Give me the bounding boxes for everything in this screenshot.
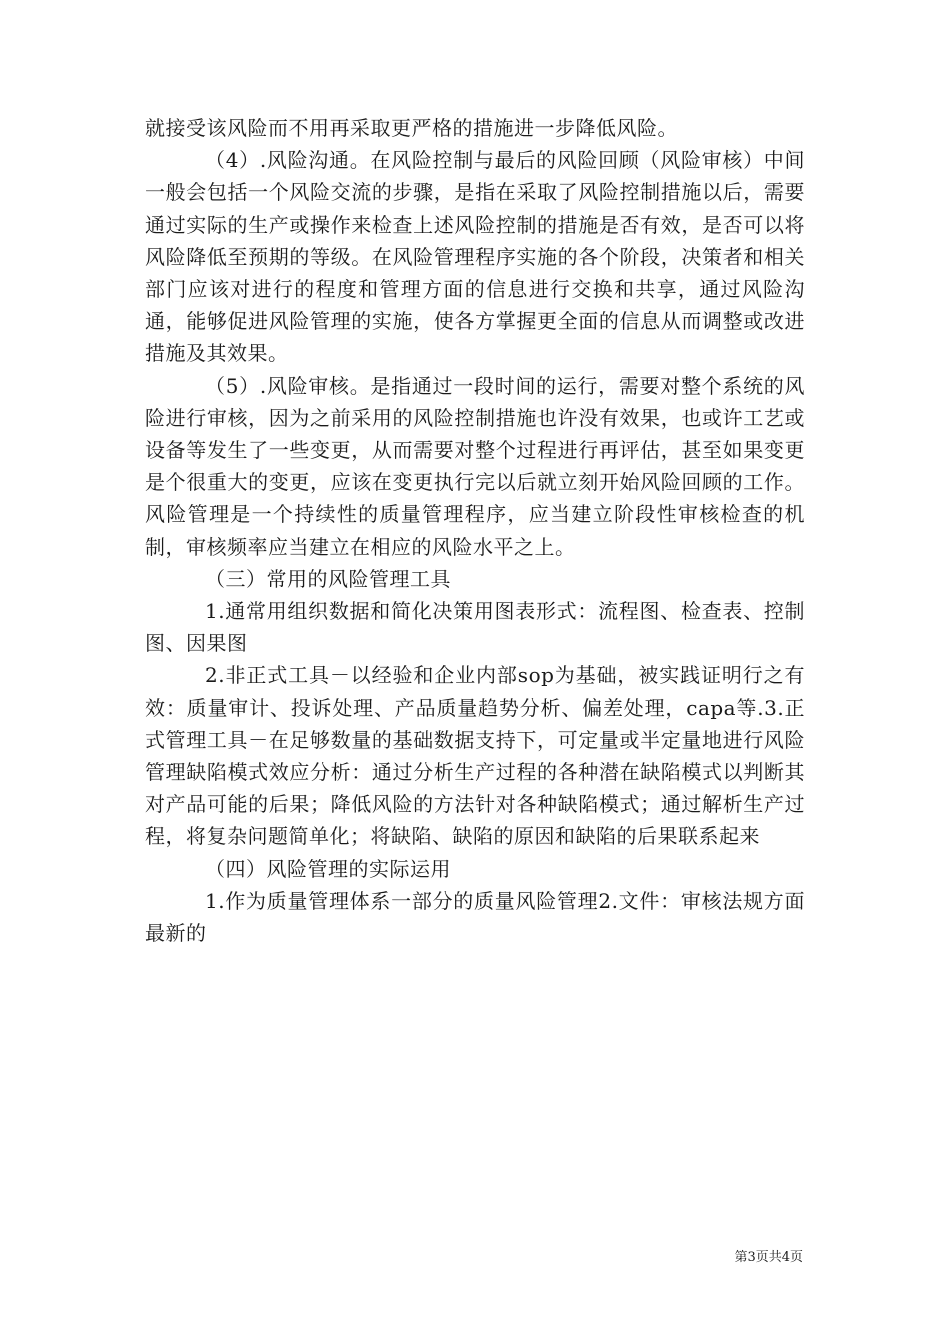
paragraph-tools-1: 1.通常用组织数据和简化决策用图表形式：流程图、检查表、控制图、因果图 bbox=[145, 599, 805, 656]
section-heading-tools: （三）常用的风险管理工具 bbox=[205, 566, 451, 591]
section-heading-application: （四）风险管理的实际运用 bbox=[205, 856, 451, 881]
paragraph-risk-review: （5）.风险审核。是指通过一段时间的运行，需要对整个系统的风险进行审核，因为之前采用的风险控制措施也许没有效果，也或许工艺或设备等发生了一些变更，从而需要对整个过程进行再评估，甚至如果变更是个很重大的变更，应该在变更执行完以后就立刻开始风险回顾的工作。风险管理是一个持续性的质量管理程序，应当建立阶段性审核检查的机制，审核频率应当建立在相应的风险水平之上。 bbox=[145, 373, 805, 559]
paragraph-continuation: 就接受该风险而不用再采取更严格的措施进一步降低风险。 bbox=[145, 116, 678, 140]
page-number-footer: 第3页共4页 bbox=[734, 1250, 803, 1265]
paragraph-risk-communication: （4）.风险沟通。在风险控制与最后的风险回顾（风险审核）中间一般会包括一个风险交流的步骤，是指在采取了风险控制措施以后，需要通过实际的生产或操作来检查上述风险控制的措施是否有效，是否可以将风险降低至预期的等级。在风险管理程序实施的各个阶段，决策者和相关部门应该对进行的程度和管理方面的信息进行交换和共享，通过风险沟通，能够促进风险管理的实施，使各方掌握更全面的信息从而调整或改进措施及其效果。 bbox=[145, 148, 805, 366]
document-body bbox=[145, 112, 805, 949]
paragraph-application-1: 1.作为质量管理体系一部分的质量风险管理2.文件：审核法规方面最新的 bbox=[145, 888, 805, 946]
paragraph-tools-2: 2.非正式工具－以经验和企业内部sop为基础，被实践证明行之有效：质量审计、投诉处理、产品质量趋势分析、偏差处理，capa等.3.正式管理工具－在足够数量的基础数据支持下，可定量或半定量地进行风险管理缺陷模式效应分析：通过分析生产过程的各种潜在缺陷模式以判断其对产品可能的后果；降低风险的方法针对各种缺陷模式；通过解析生产过程，将复杂问题简单化；将缺陷、缺陷的原因和缺陷的后果联系起来 bbox=[145, 663, 805, 849]
